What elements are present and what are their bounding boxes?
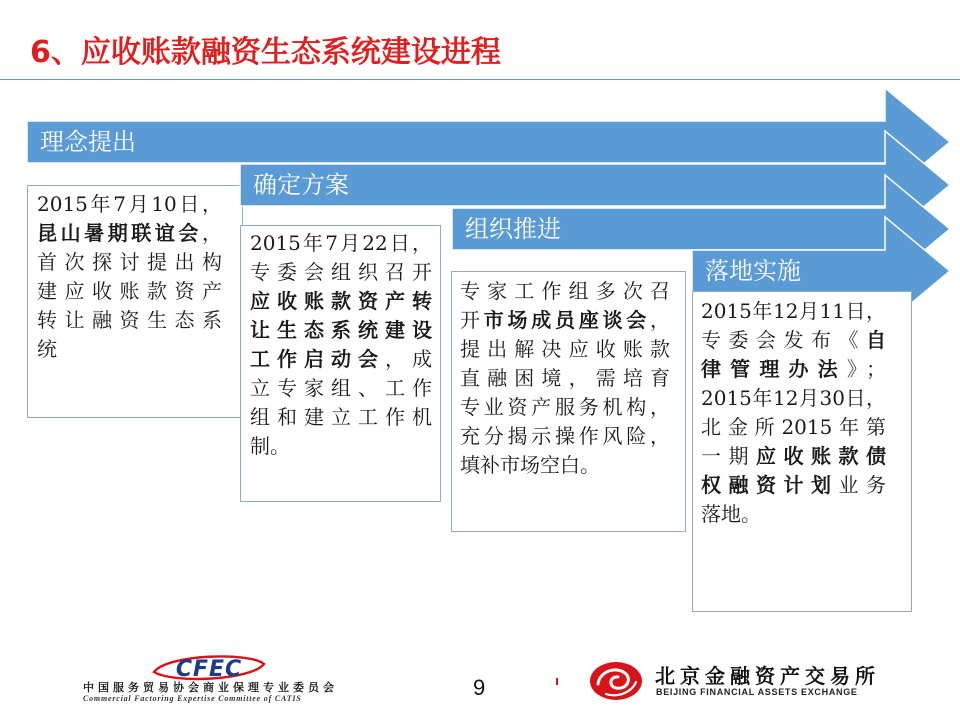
plain-text: 填补市场空白。	[460, 453, 600, 477]
description-line	[701, 442, 886, 471]
description-line	[460, 422, 670, 451]
description-line	[701, 500, 886, 529]
emphasis-text: 昆山暑期联谊会	[37, 221, 202, 245]
plain-text: 立专家组、工作	[250, 376, 432, 400]
plain-text: 统	[37, 337, 57, 361]
description-line	[37, 219, 222, 248]
description-line	[250, 229, 432, 258]
description-line	[250, 345, 432, 374]
description-line	[460, 393, 670, 422]
description-line	[460, 364, 670, 393]
description-line	[37, 248, 222, 277]
description-line	[250, 258, 432, 287]
step-1-description	[27, 185, 243, 418]
plain-text: 组和建立工作机	[250, 405, 432, 429]
step-label: 落地实施	[705, 257, 801, 285]
description-line	[701, 471, 886, 500]
emphasis-text: 权融资计划	[701, 473, 839, 497]
description-line	[250, 403, 432, 432]
description-line	[37, 277, 222, 306]
plain-text: ，	[202, 221, 222, 245]
plain-text: 2015年12月30日，	[701, 386, 886, 410]
page-number: 9	[473, 675, 486, 700]
emphasis-text: 市场成员座谈会	[483, 308, 650, 332]
plain-text: 专委会组织召开	[250, 260, 432, 284]
plain-text: 落地。	[701, 502, 761, 526]
emphasis-text: 应收账款债	[756, 444, 886, 468]
description-line	[460, 451, 670, 480]
plain-text: 北金所2015年第	[701, 415, 886, 439]
plain-text: 2015年7月22日，	[250, 231, 432, 255]
description-line	[701, 297, 886, 326]
description-line	[250, 432, 432, 461]
plain-text: 提出解决应收账款	[460, 337, 670, 361]
description-line	[460, 277, 670, 306]
emphasis-text: 自	[866, 328, 886, 352]
plain-text: 直融困境，需培育	[460, 366, 670, 390]
plain-text: 专业资产服务机构，	[460, 395, 670, 419]
step-label: 理念提出	[40, 128, 136, 156]
description-line	[37, 306, 222, 335]
cfec-name-cn: 中国服务贸易协会商业保理专业委员会	[83, 681, 338, 694]
plain-text: 转让融资生态系	[37, 308, 222, 332]
emphasis-text: 应收账款资产转	[250, 289, 432, 313]
description-line	[37, 190, 222, 219]
plain-text: 》；	[846, 357, 887, 381]
emphasis-text: 律管理办法	[701, 357, 847, 381]
description-line	[460, 306, 670, 335]
title-divider	[0, 79, 960, 80]
plain-text: 制。	[250, 434, 290, 458]
description-line	[701, 355, 886, 384]
plain-text: 专家工作组多次召	[460, 279, 670, 303]
description-line	[701, 326, 886, 355]
bfae-emblem-icon	[588, 660, 644, 702]
plain-text: 2015年12月11日，	[701, 299, 886, 323]
step-label: 确定方案	[253, 171, 349, 199]
description-line	[460, 335, 670, 364]
bfae-name-en: BEIJING FINANCIAL ASSETS EXCHANGE	[656, 687, 858, 697]
plain-text: 一期	[701, 444, 756, 468]
slide-title: 6、应收账款融资生态系统建设进程	[30, 35, 501, 70]
emphasis-text: 工作启动会	[250, 347, 385, 371]
emphasis-text: 让生态系统建设	[250, 318, 432, 342]
plain-text: ，	[650, 308, 670, 332]
step-4-description	[692, 291, 912, 612]
cfec-mark: CFEC	[175, 657, 243, 682]
plain-text: 首次探讨提出构	[37, 250, 222, 274]
description-line	[250, 374, 432, 403]
description-line	[250, 316, 432, 345]
step-2-description	[240, 225, 441, 502]
plain-text: 专委会发布《	[701, 328, 866, 352]
plain-text: 建应收账款资产	[37, 279, 222, 303]
plain-text: 充分揭示操作风险，	[460, 424, 670, 448]
cfec-name-en: Commercial Factoring Expertise Committee of CATIS	[83, 694, 302, 703]
description-line	[37, 335, 222, 364]
plain-text: 2015年7月10日，	[37, 192, 222, 216]
plain-text: ，成	[385, 347, 432, 371]
description-line	[250, 287, 432, 316]
plain-text: 开	[460, 308, 484, 332]
bfae-name-cn: 北京金融资产交易所	[655, 664, 880, 688]
description-line	[701, 413, 886, 442]
red-tick-mark	[556, 678, 558, 685]
description-line	[701, 384, 886, 413]
step-3-description	[451, 271, 686, 532]
plain-text: 业务	[838, 473, 886, 497]
step-label: 组织推进	[465, 215, 561, 243]
